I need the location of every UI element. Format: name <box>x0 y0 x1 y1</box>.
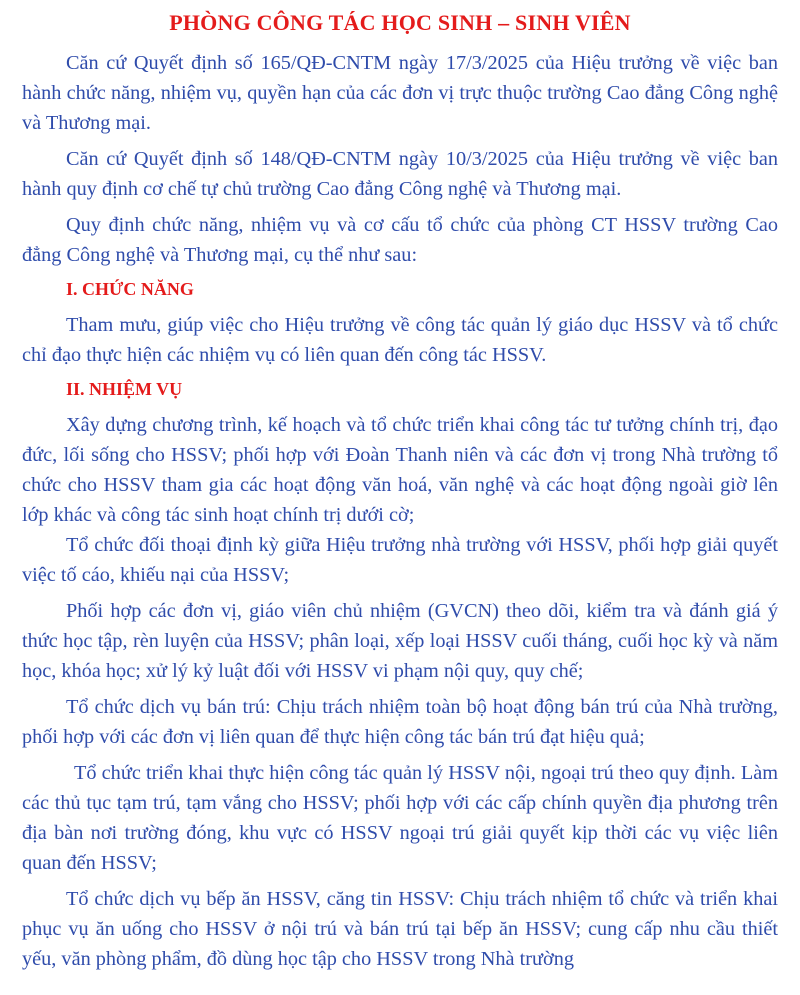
intro-paragraph-2: Căn cứ Quyết định số 148/QĐ-CNTM ngày 10/3/2025 của Hiệu trưởng về việc ban hành quy định cơ chế tự chủ trường Cao đẳng Công nghệ và Thương mại. <box>22 148 778 200</box>
duty-paragraph-2: Tổ chức đối thoại định kỳ giữa Hiệu trưởng nhà trường với HSSV, phối hợp giải quyết việc tố cáo, khiếu nại của HSSV; <box>22 534 778 586</box>
intro-paragraph-3: Quy định chức năng, nhiệm vụ và cơ cấu tổ chức của phòng CT HSSV trường Cao đẳng Công nghệ và Thương mại, cụ thể như sau: <box>22 214 778 266</box>
duty-paragraph-3: Phối hợp các đơn vị, giáo viên chủ nhiệm (GVCN) theo dõi, kiểm tra và đánh giá ý thức học tập, rèn luyện của HSSV; phân loại, xếp loại HSSV cuối tháng, cuối học kỳ và năm học, khóa học; xử lý kỷ luật đối với HSSV vi phạm nội quy, quy chế; <box>22 600 778 682</box>
section-heading-duties: II. NHIỆM VỤ <box>66 379 183 399</box>
section-heading-functions: I. CHỨC NĂNG <box>66 279 194 299</box>
intro-paragraph-1: Căn cứ Quyết định số 165/QĐ-CNTM ngày 17/3/2025 của Hiệu trưởng về việc ban hành chức năng, nhiệm vụ, quyền hạn của các đơn vị trực thuộc trường Cao đẳng Công nghệ và Thương mại. <box>22 52 778 134</box>
duty-paragraph-1: Xây dựng chương trình, kế hoạch và tổ chức triển khai công tác tư tưởng chính trị, đạo đức, lối sống cho HSSV; phối hợp với Đoàn Thanh niên và các đơn vị trong Nhà trường tổ chức cho HSSV tham gia các hoạt động văn hoá, văn nghệ và các hoạt động ngoài giờ lên lớp khác và công tác sinh hoạt chính trị dưới cờ; <box>22 414 778 526</box>
duty-paragraph-4: Tổ chức dịch vụ bán trú: Chịu trách nhiệm toàn bộ hoạt động bán trú của Nhà trường, phối hợp với các đơn vị liên quan để thực hiện công tác bán trú đạt hiệu quả; <box>22 696 778 748</box>
document-title: PHÒNG CÔNG TÁC HỌC SINH – SINH VIÊN <box>169 10 631 35</box>
functions-paragraph: Tham mưu, giúp việc cho Hiệu trưởng về công tác quản lý giáo dục HSSV và tổ chức chỉ đạo thực hiện các nhiệm vụ có liên quan đến công tác HSSV. <box>22 314 778 366</box>
duty-paragraph-6: Tổ chức dịch vụ bếp ăn HSSV, căng tin HSSV: Chịu trách nhiệm tổ chức và triển khai phục vụ ăn uống cho HSSV ở nội trú và bán trú tại bếp ăn HSSV; cung cấp nhu cầu thiết yếu, văn phòng phẩm, đồ dùng học tập cho HSSV trong Nhà trường <box>22 888 778 970</box>
duty-paragraph-5: Tổ chức triển khai thực hiện công tác quản lý HSSV nội, ngoại trú theo quy định. Làm các thủ tục tạm trú, tạm vắng cho HSSV; phối hợp với các cấp chính quyền địa phương trên địa bàn nơi trường đóng, khu vực có HSSV ngoại trú giải quyết kịp thời các vụ việc liên quan đến HSSV; <box>22 762 778 874</box>
